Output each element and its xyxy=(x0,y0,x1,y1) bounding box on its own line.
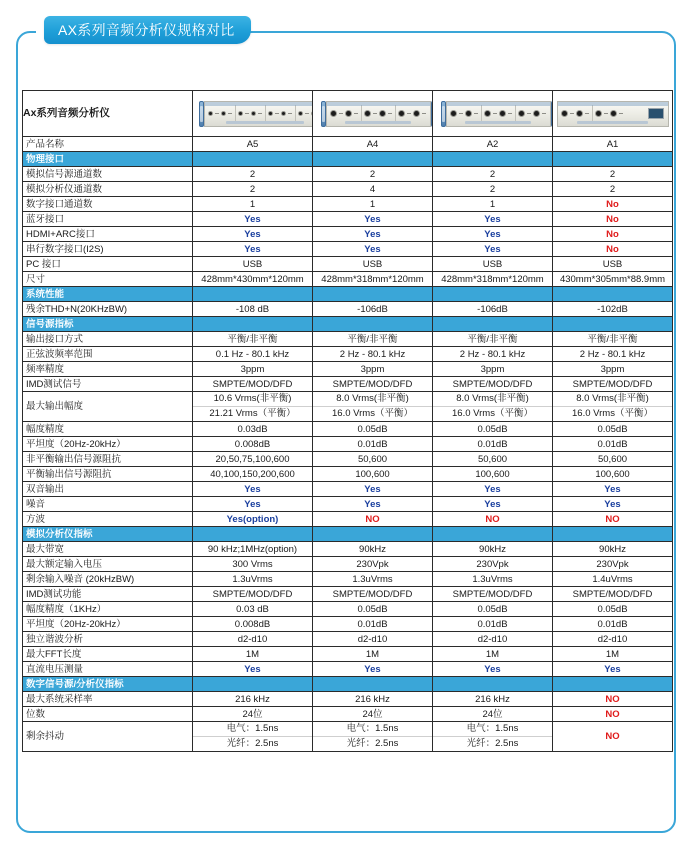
spec-value-cell: 1M xyxy=(313,647,433,662)
section-title: 信号源指标 xyxy=(23,317,193,332)
section-band-cell xyxy=(553,152,673,167)
spec-value-cell: 平衡/非平衡 xyxy=(313,332,433,347)
spec-row xyxy=(23,662,673,677)
row-label: 频率精度 xyxy=(23,362,193,377)
spec-value-cell: 0.008dB xyxy=(193,437,313,452)
row-label: 串行数字接口(I2S) xyxy=(23,242,193,257)
row-label: 位数 xyxy=(23,707,193,722)
spec-value-cell: 40,100,150,200,600 xyxy=(193,467,313,482)
section-band-cell xyxy=(553,317,673,332)
spec-value-cell: 1M xyxy=(433,647,553,662)
section-band-cell xyxy=(433,152,553,167)
spec-row xyxy=(23,542,673,557)
section-band-row xyxy=(23,677,673,692)
spec-value-cell: 50,600 xyxy=(553,452,673,467)
spec-row xyxy=(23,587,673,602)
spec-row xyxy=(23,212,673,227)
spec-value-cell xyxy=(313,722,433,752)
spec-value-cell: Yes xyxy=(313,662,433,677)
spec-value-cell xyxy=(193,392,313,422)
spec-row xyxy=(23,722,673,752)
spec-value-cell: 90kHz xyxy=(433,542,553,557)
spec-value-cell: Yes(option) xyxy=(193,512,313,527)
spec-value-cell: 2 xyxy=(553,182,673,197)
spec-value-line: 21.21 Vrms（平衡） xyxy=(209,408,296,419)
row-label: 双音输出 xyxy=(23,482,193,497)
row-label: IMD测试信号 xyxy=(23,377,193,392)
spec-value-cell: 0.01dB xyxy=(313,617,433,632)
spec-row xyxy=(23,182,673,197)
spec-value-cell: Yes xyxy=(193,242,313,257)
row-label: 非平衡输出信号源阻抗 xyxy=(23,452,193,467)
spec-value-cell: SMPTE/MOD/DFD xyxy=(193,377,313,392)
spec-value-cell: 0.05dB xyxy=(433,602,553,617)
row-label: 模拟信号源通道数 xyxy=(23,167,193,182)
spec-row xyxy=(23,692,673,707)
section-band-cell xyxy=(433,527,553,542)
spec-value-cell: -102dB xyxy=(553,302,673,317)
spec-value-cell: d2-d10 xyxy=(433,632,553,647)
spec-value-cell: 100,600 xyxy=(313,467,433,482)
spec-value-cell: Yes xyxy=(433,482,553,497)
spec-value-cell: SMPTE/MOD/DFD xyxy=(553,377,673,392)
spec-row xyxy=(23,362,673,377)
spec-value-cell: d2-d10 xyxy=(193,632,313,647)
spec-value-cell: No xyxy=(553,212,673,227)
section-title: 系统性能 xyxy=(23,287,193,302)
row-label: 最大FFT长度 xyxy=(23,647,193,662)
spec-value-cell: 0.05dB xyxy=(553,602,673,617)
row-label: 蓝牙接口 xyxy=(23,212,193,227)
spec-value-cell: 0.05dB xyxy=(553,422,673,437)
spec-row xyxy=(23,617,673,632)
spec-row xyxy=(23,377,673,392)
spec-value-cell: 0.01dB xyxy=(313,437,433,452)
section-band-cell xyxy=(313,152,433,167)
spec-value-cell: 0.01dB xyxy=(553,437,673,452)
spec-value-line: 光纤：2.5ns xyxy=(226,738,279,749)
spec-value-cell xyxy=(193,722,313,752)
spec-row xyxy=(23,227,673,242)
spec-value-cell: NO xyxy=(553,512,673,527)
spec-value-cell: -106dB xyxy=(433,302,553,317)
spec-value-cell: NO xyxy=(433,512,553,527)
spec-value-line: 8.0 Vrms(非平衡) xyxy=(553,392,672,407)
spec-value-cell: NO xyxy=(313,512,433,527)
row-label: 数字接口通道数 xyxy=(23,197,193,212)
row-label: 输出接口方式 xyxy=(23,332,193,347)
spec-value-cell: Yes xyxy=(193,227,313,242)
device-photo-cell xyxy=(433,91,553,137)
spec-value-cell: -108 dB xyxy=(193,302,313,317)
section-band-cell xyxy=(193,287,313,302)
spec-comparison-table xyxy=(22,90,673,752)
spec-value-cell: 2 Hz - 80.1 kHz xyxy=(553,347,673,362)
product-name-cell: A5 xyxy=(193,137,313,152)
a1-device-photo xyxy=(553,91,672,136)
spec-value-cell: 100,600 xyxy=(553,467,673,482)
spec-value-cell: 0.03dB xyxy=(193,422,313,437)
spec-value-line: 电气：1.5ns xyxy=(313,722,432,737)
spec-value-cell: 3ppm xyxy=(193,362,313,377)
spec-value-cell: -106dB xyxy=(313,302,433,317)
spec-value-cell: 1 xyxy=(433,197,553,212)
spec-value-cell: SMPTE/MOD/DFD xyxy=(193,587,313,602)
row-label: 尺寸 xyxy=(23,272,193,287)
row-label: IMD测试功能 xyxy=(23,587,193,602)
spec-value-cell: 1M xyxy=(553,647,673,662)
row-label: 平衡输出信号源阻抗 xyxy=(23,467,193,482)
product-name-cell: A4 xyxy=(313,137,433,152)
row-label: 残余THD+N(20KHzBW) xyxy=(23,302,193,317)
spec-row xyxy=(23,332,673,347)
row-label: 幅度精度（1KHz） xyxy=(23,602,193,617)
spec-value-line: 16.0 Vrms（平衡） xyxy=(452,408,533,419)
spec-value-cell: Yes xyxy=(313,227,433,242)
spec-value-cell: NO xyxy=(553,707,673,722)
row-label: 平坦度（20Hz-20kHz） xyxy=(23,617,193,632)
spec-value-cell: 2 Hz - 80.1 kHz xyxy=(433,347,553,362)
section-band-cell xyxy=(433,677,553,692)
spec-value-cell: Yes xyxy=(553,497,673,512)
row-label: HDMI+ARC接口 xyxy=(23,227,193,242)
section-band-row xyxy=(23,152,673,167)
section-title: 物理接口 xyxy=(23,152,193,167)
section-band-cell xyxy=(193,527,313,542)
spec-value-line: 8.0 Vrms(非平衡) xyxy=(433,392,552,407)
section-band-cell xyxy=(313,287,433,302)
spec-value-cell: 24位 xyxy=(313,707,433,722)
section-band-cell xyxy=(553,287,673,302)
spec-value-cell: SMPTE/MOD/DFD xyxy=(433,587,553,602)
spec-value-cell: 0.1 Hz - 80.1 kHz xyxy=(193,347,313,362)
device-photo-cell xyxy=(553,91,673,137)
spec-value-cell: 2 Hz - 80.1 kHz xyxy=(313,347,433,362)
product-name-cell: A2 xyxy=(433,137,553,152)
spec-value-line: 电气：1.5ns xyxy=(433,722,552,737)
spec-value-cell: 3ppm xyxy=(313,362,433,377)
spec-value-line: 光纤：2.5ns xyxy=(466,738,519,749)
spec-value-cell: 0.01dB xyxy=(433,437,553,452)
spec-value-cell: 2 xyxy=(433,167,553,182)
spec-value-cell: SMPTE/MOD/DFD xyxy=(313,377,433,392)
spec-row xyxy=(23,392,673,422)
spec-value-cell: 2 xyxy=(193,182,313,197)
spec-value-cell: Yes xyxy=(313,242,433,257)
spec-value-cell: Yes xyxy=(313,482,433,497)
spec-value-cell: d2-d10 xyxy=(313,632,433,647)
spec-value-cell: 430mm*305mm*88.9mm xyxy=(553,272,673,287)
spec-value-cell: NO xyxy=(553,722,673,752)
page-title-tag xyxy=(44,16,251,44)
section-band-cell xyxy=(193,317,313,332)
spec-value-line: 8.0 Vrms(非平衡) xyxy=(313,392,432,407)
spec-value-cell: SMPTE/MOD/DFD xyxy=(433,377,553,392)
spec-value-cell: USB xyxy=(433,257,553,272)
row-label: 剩余抖动 xyxy=(23,722,193,752)
spec-value-cell: 300 Vrms xyxy=(193,557,313,572)
spec-table-container xyxy=(22,90,672,752)
spec-row xyxy=(23,572,673,587)
section-title: 数字信号源/分析仪指标 xyxy=(23,677,193,692)
section-band-cell xyxy=(313,317,433,332)
spec-value-cell: Yes xyxy=(553,662,673,677)
spec-value-cell: Yes xyxy=(433,212,553,227)
spec-value-cell: 1 xyxy=(313,197,433,212)
spec-value-cell: Yes xyxy=(193,482,313,497)
section-band-row xyxy=(23,527,673,542)
spec-value-cell: 3ppm xyxy=(433,362,553,377)
spec-value-cell: 24位 xyxy=(433,707,553,722)
spec-value-line: 光纤：2.5ns xyxy=(346,738,399,749)
spec-value-cell: 216 kHz xyxy=(193,692,313,707)
spec-row xyxy=(23,272,673,287)
spec-value-cell: SMPTE/MOD/DFD xyxy=(313,587,433,602)
a4-device-photo xyxy=(313,91,432,136)
spec-value-cell: 428mm*318mm*120mm xyxy=(433,272,553,287)
section-band-cell xyxy=(553,527,673,542)
spec-value-cell: 平衡/非平衡 xyxy=(433,332,553,347)
spec-value-cell: 1 xyxy=(193,197,313,212)
spec-value-cell: 1.3uVrms xyxy=(433,572,553,587)
spec-value-cell: 216 kHz xyxy=(433,692,553,707)
spec-value-cell: 230Vpk xyxy=(313,557,433,572)
spec-value-cell: 90kHz xyxy=(313,542,433,557)
spec-value-cell: 230Vpk xyxy=(433,557,553,572)
spec-value-cell: No xyxy=(553,227,673,242)
spec-value-cell xyxy=(553,392,673,422)
table-title-cell: Ax系列音频分析仪 xyxy=(23,91,193,137)
device-photo-cell xyxy=(193,91,313,137)
spec-value-cell: 0.008dB xyxy=(193,617,313,632)
page-title-text: AX系列音频分析仪规格对比 xyxy=(58,22,235,38)
row-label: 幅度精度 xyxy=(23,422,193,437)
spec-value-cell: Yes xyxy=(193,212,313,227)
spec-row xyxy=(23,422,673,437)
spec-value-line: 16.0 Vrms（平衡） xyxy=(572,408,653,419)
spec-value-cell: Yes xyxy=(433,497,553,512)
product-name-cell: A1 xyxy=(553,137,673,152)
spec-row xyxy=(23,647,673,662)
spec-row xyxy=(23,167,673,182)
spec-row xyxy=(23,482,673,497)
spec-value-cell xyxy=(433,722,553,752)
spec-value-cell: USB xyxy=(193,257,313,272)
spec-row xyxy=(23,707,673,722)
spec-value-cell: 216 kHz xyxy=(313,692,433,707)
section-band-cell xyxy=(193,152,313,167)
section-title: 模拟分析仪指标 xyxy=(23,527,193,542)
row-label: 最大带宽 xyxy=(23,542,193,557)
spec-value-cell: USB xyxy=(553,257,673,272)
spec-value-cell: 0.01dB xyxy=(433,617,553,632)
spec-value-cell: 428mm*430mm*120mm xyxy=(193,272,313,287)
row-label: 模拟分析仪通道数 xyxy=(23,182,193,197)
spec-value-cell: 1.3uVrms xyxy=(193,572,313,587)
spec-value-cell: 1M xyxy=(193,647,313,662)
spec-row xyxy=(23,347,673,362)
section-band-cell xyxy=(313,677,433,692)
spec-value-cell: USB xyxy=(313,257,433,272)
row-label: 最大输出幅度 xyxy=(23,392,193,422)
spec-value-cell: 0.05dB xyxy=(313,422,433,437)
section-band-cell xyxy=(433,317,553,332)
spec-value-cell: 20,50,75,100,600 xyxy=(193,452,313,467)
spec-row xyxy=(23,467,673,482)
spec-value-cell: 2 xyxy=(313,167,433,182)
spec-row xyxy=(23,437,673,452)
row-label: 平坦度（20Hz-20kHz） xyxy=(23,437,193,452)
spec-row xyxy=(23,632,673,647)
spec-value-cell: 2 xyxy=(193,167,313,182)
spec-value-cell: 1.3uVrms xyxy=(313,572,433,587)
section-band-cell xyxy=(553,677,673,692)
row-label: 最大系统采样率 xyxy=(23,692,193,707)
table-header-row xyxy=(23,91,673,137)
spec-value-cell: 平衡/非平衡 xyxy=(553,332,673,347)
spec-value-cell: 4 xyxy=(313,182,433,197)
spec-value-cell: 平衡/非平衡 xyxy=(193,332,313,347)
spec-row xyxy=(23,452,673,467)
spec-row xyxy=(23,257,673,272)
row-label: 直流电压测量 xyxy=(23,662,193,677)
spec-value-cell: 24位 xyxy=(193,707,313,722)
spec-value-cell: No xyxy=(553,242,673,257)
section-band-cell xyxy=(313,527,433,542)
spec-value-cell: No xyxy=(553,197,673,212)
row-label: 正弦波频率范围 xyxy=(23,347,193,362)
spec-value-line: 电气：1.5ns xyxy=(193,722,312,737)
row-label: PC 接口 xyxy=(23,257,193,272)
spec-value-cell: 1.4uVrms xyxy=(553,572,673,587)
spec-value-cell: 3ppm xyxy=(553,362,673,377)
spec-value-cell: Yes xyxy=(313,212,433,227)
spec-value-cell: 90kHz xyxy=(553,542,673,557)
spec-value-line: 16.0 Vrms（平衡） xyxy=(332,408,413,419)
spec-value-cell: 90 kHz;1MHz(option) xyxy=(193,542,313,557)
spec-value-cell: 2 xyxy=(433,182,553,197)
row-label: 最大额定输入电压 xyxy=(23,557,193,572)
spec-value-cell: SMPTE/MOD/DFD xyxy=(553,587,673,602)
spec-value-cell xyxy=(433,392,553,422)
row-label: 独立谐波分析 xyxy=(23,632,193,647)
spec-value-cell: 50,600 xyxy=(433,452,553,467)
section-band-row xyxy=(23,317,673,332)
a2-device-photo xyxy=(433,91,552,136)
spec-value-cell: Yes xyxy=(433,662,553,677)
spec-value-cell: d2-d10 xyxy=(553,632,673,647)
spec-row xyxy=(23,497,673,512)
spec-value-cell: Yes xyxy=(193,662,313,677)
spec-value-cell: 0.01dB xyxy=(553,617,673,632)
spec-row xyxy=(23,602,673,617)
spec-row xyxy=(23,197,673,212)
spec-value-cell: 0.03 dB xyxy=(193,602,313,617)
row-label: 产品名称 xyxy=(23,137,193,152)
device-photo-cell xyxy=(313,91,433,137)
spec-row xyxy=(23,302,673,317)
spec-value-cell: 50,600 xyxy=(313,452,433,467)
a5-device-photo xyxy=(193,91,312,136)
product-name-row xyxy=(23,137,673,152)
spec-row xyxy=(23,512,673,527)
spec-row xyxy=(23,242,673,257)
spec-table-body xyxy=(23,91,673,752)
section-band-cell xyxy=(193,677,313,692)
spec-value-cell: Yes xyxy=(313,497,433,512)
spec-value-cell: Yes xyxy=(193,497,313,512)
spec-row xyxy=(23,557,673,572)
spec-value-cell: 2 xyxy=(553,167,673,182)
spec-value-cell: 0.05dB xyxy=(313,602,433,617)
spec-value-cell: Yes xyxy=(553,482,673,497)
spec-value-cell: Yes xyxy=(433,227,553,242)
spec-value-cell: NO xyxy=(553,692,673,707)
spec-value-line: 10.6 Vrms(非平衡) xyxy=(193,392,312,407)
row-label: 剩余输入噪音 (20kHzBW) xyxy=(23,572,193,587)
spec-value-cell: 230Vpk xyxy=(553,557,673,572)
row-label: 方波 xyxy=(23,512,193,527)
section-band-row xyxy=(23,287,673,302)
row-label: 噪音 xyxy=(23,497,193,512)
spec-value-cell xyxy=(313,392,433,422)
spec-value-cell: Yes xyxy=(433,242,553,257)
spec-value-cell: 100,600 xyxy=(433,467,553,482)
spec-value-cell: 0.05dB xyxy=(433,422,553,437)
section-band-cell xyxy=(433,287,553,302)
spec-value-cell: 428mm*318mm*120mm xyxy=(313,272,433,287)
